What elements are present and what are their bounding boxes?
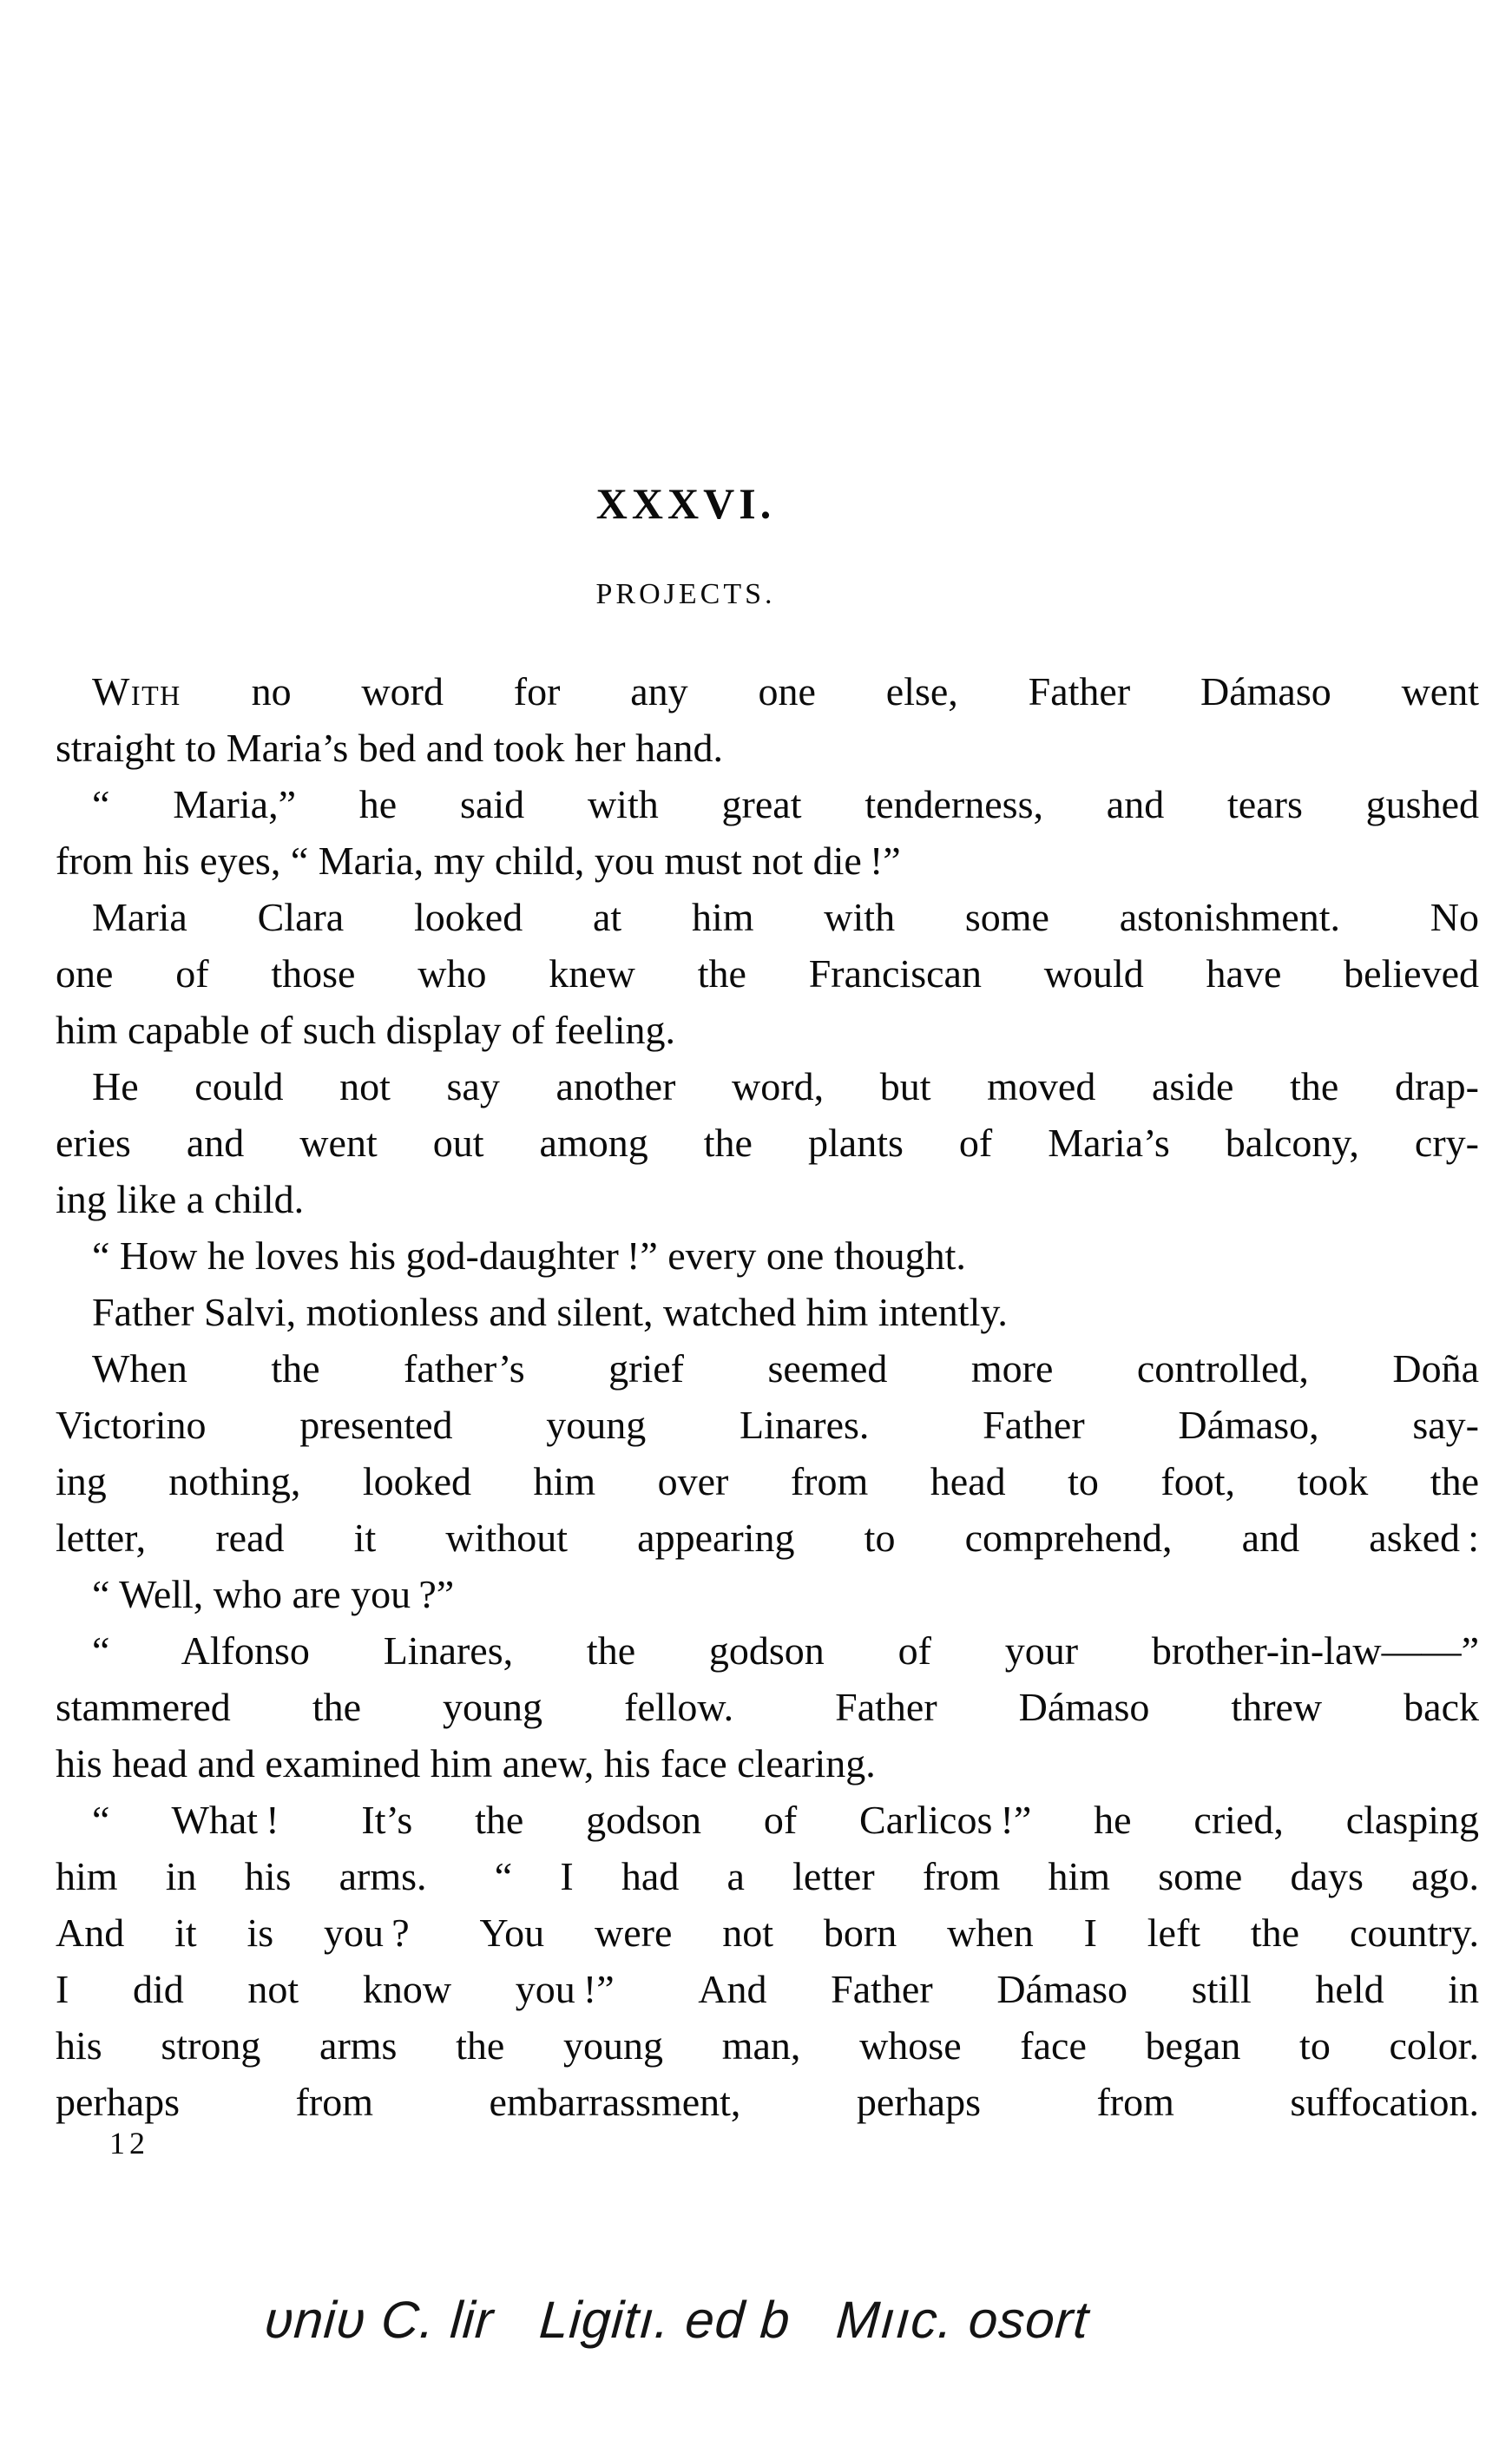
text-line: letter, read it without appearing to comprehend, and asked : [56, 1516, 1479, 1560]
text-line: eries and went out among the plants of Maria’s balcony, cry- [56, 1121, 1479, 1165]
text-line: ing like a child. [56, 1177, 305, 1221]
text-line: one of those who knew the Franciscan would have believed [56, 951, 1479, 996]
lead-word: With [92, 669, 181, 714]
text-line: And it is you ? You were not born when I left the country. [56, 1911, 1479, 1955]
text-line: stammered the young fellow. Father Dámaso threw back [56, 1685, 1479, 1729]
text-line: Victorino presented young Linares. Father Dámaso, say- [56, 1403, 1479, 1447]
text-line: He could not say another word, but moved aside the drap- [92, 1064, 1479, 1108]
text-line: him in his arms. “ I had a letter from him some days ago. [56, 1854, 1479, 1898]
text-line: his strong arms the young man, whose face began to color. [56, 2023, 1479, 2068]
text-line: “ How he loves his god-daughter !” every one thought. [92, 1233, 966, 1278]
scan-watermark: ʋniʋ C. lir Ligitı. ed b Mııc. osort [262, 2291, 1091, 2349]
text-line: from his eyes, “ Maria, my child, you must not die !” [56, 839, 901, 883]
text-line: When the father’s grief seemed more controlled, Doña [92, 1346, 1479, 1391]
text-line: “ What ! It’s the godson of Carlicos !” he cried, clasping [92, 1798, 1479, 1842]
chapter-title: PROJECTS. [595, 578, 776, 610]
text-line: “ Alfonso Linares, the godson of your brother-in-law——” [92, 1628, 1479, 1673]
text-line: With no word for any one else, Father Dámaso went [92, 669, 1479, 714]
page-number: 12 [109, 2126, 149, 2160]
text-line: “ Well, who are you ?” [92, 1572, 455, 1616]
text-line: Maria Clara looked at him with some astonishment. No [92, 895, 1479, 939]
text-line: perhaps from embarrassment, perhaps from suffocation. [56, 2080, 1479, 2124]
text-line: him capable of such display of feeling. [56, 1008, 676, 1052]
text-line: “ Maria,” he said with great tenderness, and tears gushed [92, 782, 1479, 826]
text-line: his head and examined him anew, his face clearing. [56, 1741, 876, 1786]
body-text [56, 663, 1479, 2130]
chapter-number: XXXVI. [595, 479, 776, 528]
text-line: ing nothing, looked him over from head to foot, took the [56, 1459, 1479, 1503]
text-line: straight to Maria’s bed and took her hand. [56, 726, 724, 770]
text-line: I did not know you !” And Father Dámaso still held in [56, 1967, 1479, 2011]
text-line: Father Salvi, motionless and silent, watched him intently. [92, 1290, 1008, 1334]
